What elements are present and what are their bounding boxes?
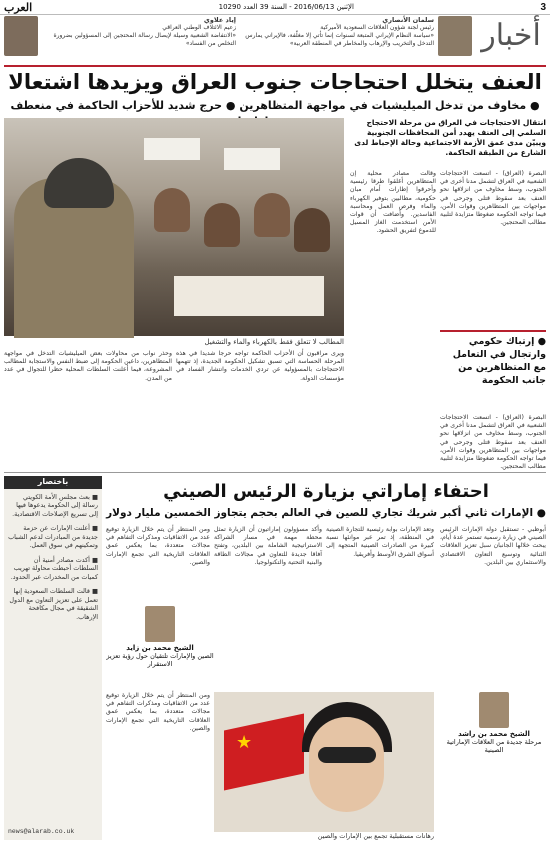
avatar bbox=[479, 692, 509, 728]
section-header bbox=[4, 16, 546, 64]
teaser-text: «سياسة النظام الإيراني المتبعة لسنوات إنما تأتي إلا مغلّفة، فالإيراني يمارس التدخل والتخريب والإرهاب والمخاطر في المنطقة العربية» bbox=[245, 32, 434, 47]
photo-caption: المطالب لا تتعلق فقط بالكهرباء والماء والتشغيل bbox=[204, 338, 344, 346]
quote-teaser-left bbox=[42, 16, 236, 64]
protest-photo bbox=[4, 118, 344, 336]
article-column: ويرى مراقبون أن الأحزاب الحاكمة تواجه حرجا شديدا في هذه المرحلة الحساسة التي تسبق تشكيل الحكومة الجديدة، إذ تتهمها الاحتجاجات بالمسؤولية عن تردي الخدمات وانتشار الفساد في مؤسسات الدولة. bbox=[176, 350, 344, 382]
teaser-text: «الانتفاضة الشعبية وسيلة لإيصال رسالة المحتجين إلى المسؤولين بضرورة التخلص من الفساد» bbox=[53, 32, 236, 47]
article-column: وحذر نواب من محاولات بعض الميليشيات التدخل في مواجهة المتظاهرين، داعين الحكومة إلى ضبط النفس والاستجابة للمطالب المشروعة، فيما أعلنت السلطات المحلية حظرا للتجوال في عدد من المدن. bbox=[4, 350, 172, 382]
article-column: ومن المنتظر أن يتم خلال الزيارة توقيع عدد من الاتفاقيات ومذكرات التفاهم في مجالات متعددة، بما يعكس عمق العلاقات التاريخية التي تجمع الإمارات والصين. bbox=[106, 526, 210, 566]
helmet bbox=[44, 158, 114, 208]
profile-name: الشيخ محمد بن راشد bbox=[458, 730, 530, 738]
masthead-logo: العرب bbox=[4, 0, 33, 14]
second-subheadline: ● الإمارات ثاني أكبر شريك تجاري للصين في العالم بحجم يتجاوز الخمسين مليار دولار bbox=[106, 507, 546, 519]
protester bbox=[294, 208, 330, 252]
protest-banner bbox=[174, 276, 324, 316]
article-column: البصرة (العراق) - اتسعت الاحتجاجات الشعبية في العراق لتشمل مدنا أخرى في الجنوب، وسط مخاوف من انزلاقها نحو العنف بعد سقوط قتلى وجرحى في مواجهات بين المتظاهرين وقوات الأمن، فيما تواجه الحكومة ضغوطا متزايدة لتلبية مطالب المحتجين. bbox=[440, 414, 546, 471]
sidebar-title: باختصار bbox=[4, 476, 102, 489]
article-column: أبوظبي - تستقبل دولة الإمارات الرئيس الصيني في زيارة رسمية تستمر عدة أيام، يبحث خلالها الجانبان سبل تعزيز العلاقات الثنائية وتوسيع التعاون الاقتصادي والاستثماري بين البلدين. bbox=[440, 526, 546, 566]
article-column: وقالت مصادر محلية إن المتظاهرين أغلقوا طرقا رئيسية وأحرقوا إطارات أمام مبان حكومية، مطالبين بتوفير الكهرباء والماء وفرص العمل ومحاسبة الفاسدين. وأضافت أن قوات الأمن استخدمت الغاز المسيل للدموع لتفريق الحشود. bbox=[350, 170, 436, 235]
quote-teasers bbox=[42, 16, 434, 64]
avatar bbox=[4, 16, 38, 56]
pull-quote: ● إرتباك حكومي وارتجال في التعامل مع المتظاهرين من جانب الحكومة bbox=[440, 330, 546, 415]
second-headline[interactable]: احتفاء إماراتي بزيارة الرئيس الصيني bbox=[163, 481, 489, 502]
teaser-name: إياد علاوي bbox=[203, 16, 236, 24]
profile-name: الشيخ محمد بن زايد bbox=[126, 644, 194, 652]
article-column: وأكد مسؤولون إماراتيون أن الزيارة تمثل محطة مهمة في مسار الشراكة الاستراتيجية الشاملة بين البلدين، وتفتح آفاقا جديدة للتعاون في مجالات الطاقة والبنية التحتية والتكنولوجيا. bbox=[214, 526, 322, 566]
divider bbox=[4, 65, 546, 67]
brief-item: ■ أعلنت الإمارات عن حزمة جديدة من المبادرات لدعم الشباب وتمكينهم في سوق العمل. bbox=[8, 524, 98, 549]
profile-box bbox=[106, 606, 214, 686]
contact-email[interactable]: news@alarab.co.uk bbox=[8, 827, 75, 835]
photo-caption: رهانات مستقبلية تجمع بين الإمارات والصين bbox=[317, 832, 434, 840]
page-number: 3 bbox=[540, 1, 546, 13]
teaser-name: سلمان الأنصاري bbox=[382, 16, 434, 24]
protest-sign bbox=[224, 148, 280, 170]
brief-item: ■ بعث مجلس الأمة الكويتي رسالة إلى الحكومة يدعوها فيها إلى تسريع الإصلاحات الاقتصادية. bbox=[12, 492, 98, 518]
main-subheadline: ● مخاوف من تدخل الميليشيات في مواجهة المتظاهرين ● حرج شديد للأحزاب الحاكمة في منعطف bbox=[10, 99, 540, 112]
profile-text: الصين والإمارات تلتقيان حول رؤية تعزيز الاستقرار bbox=[106, 652, 214, 668]
brief-item: ■ قالت السلطات السعودية إنها تعمل على تعزيز التعاون مع الدول الشقيقة في مجال مكافحة الإرهاب. bbox=[9, 587, 98, 621]
teaser-role: رئيس لجنة شؤون العلاقات السعودية الأميركية bbox=[320, 24, 434, 31]
profile-text: مرحلة جديدة من العلاقات الإماراتية الصينية bbox=[446, 738, 542, 754]
protester bbox=[204, 203, 240, 247]
article-column: البصرة (العراق) - اتسعت الاحتجاجات الشعبية في العراق لتشمل مدنا أخرى في الجنوب، وسط مخاوف من انزلاقها نحو العنف بعد سقوط قتلى وجرحى في مواجهات بين المتظاهرين وقوات الأمن، فيما تواجه الحكومة ضغوطا متزايدة لتلبية مطالب المحتجين. bbox=[440, 170, 546, 227]
star-icon: ★ bbox=[236, 732, 253, 753]
avatar bbox=[438, 16, 472, 56]
briefs-sidebar bbox=[4, 476, 102, 840]
section-title: أخبار bbox=[481, 18, 541, 53]
sunglasses bbox=[318, 747, 376, 763]
article-column: ومن المنتظر أن يتم خلال الزيارة توقيع عدد من الاتفاقيات ومذكرات التفاهم في مجالات متعددة، بما يعكس عمق العلاقات التاريخية التي تجمع الإمارات والصين. bbox=[106, 692, 210, 732]
divider bbox=[4, 472, 546, 473]
top-bar bbox=[0, 0, 550, 15]
protest-sign bbox=[144, 138, 200, 160]
protester bbox=[154, 188, 190, 232]
teaser-role: زعيم الائتلاف الوطني العراقي bbox=[162, 24, 236, 31]
story-intro: انتقال الاحتجاجات في العراق من مرحلة الاحتجاج السلمي إلى العنف يهدد أمن المحافظات الجنوبية ويبيّن مدى عمق الأزمة الاجتماعية وحالة الإحباط لدى الشارع من الطبقة الحاكمة. bbox=[354, 118, 546, 157]
flag-photo bbox=[214, 692, 434, 832]
article-column: وتعد الإمارات بوابة رئيسية للتجارة الصينية في المنطقة، إذ تمر عبر موانئها نسبة كبيرة من الصادرات الصينية المتجهة إلى أسواق الشرق الأوسط وأفريقيا. bbox=[326, 526, 434, 558]
profile-box bbox=[440, 692, 548, 772]
protester bbox=[254, 193, 290, 237]
avatar bbox=[145, 606, 175, 642]
brief-item: ■ أكدت مصادر أمنية أن السلطات أحبطت محاولة تهريب كميات من المخدرات عبر الحدود. bbox=[10, 555, 98, 581]
main-headline[interactable]: العنف يتخلل احتجاجات جنوب العراق ويزيدها اشتعالا bbox=[8, 70, 542, 94]
quote-teaser-right bbox=[240, 16, 434, 64]
issue-line: الإثنين 2016/06/13 - السنة 39 العدد 10290 bbox=[218, 3, 354, 11]
face bbox=[309, 717, 384, 812]
